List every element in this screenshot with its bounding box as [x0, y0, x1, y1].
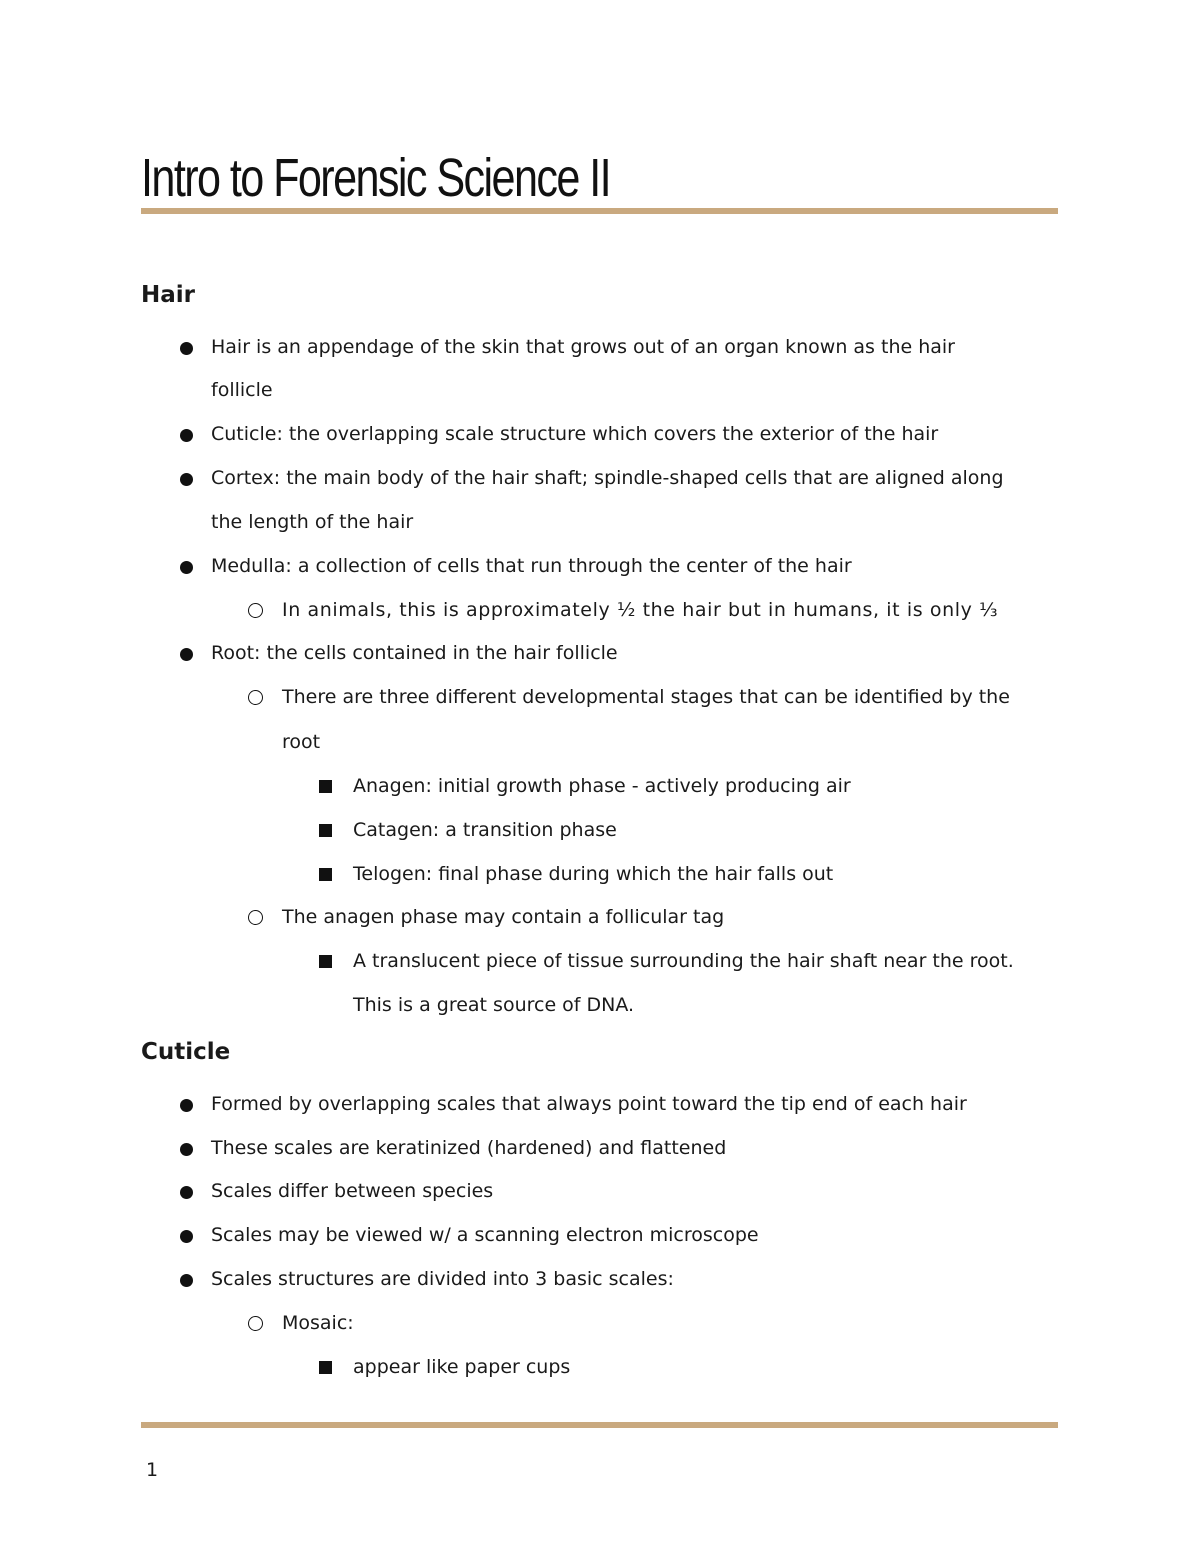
sub-sub-list-item-continuation: This is a great source of DNA.: [353, 994, 635, 1016]
sub-list-item-continuation: root: [282, 731, 321, 753]
bullet-disc-icon: [180, 1143, 193, 1156]
list-item-continuation: the length of the hair: [211, 511, 414, 533]
footer-divider: [141, 1422, 1058, 1428]
bullet-circle-icon: [248, 690, 263, 705]
bullet-disc-icon: [180, 342, 193, 355]
bullet-circle-icon: [248, 1316, 263, 1331]
bullet-disc-icon: [180, 1099, 193, 1112]
section-heading-hair: Hair: [141, 282, 195, 308]
bullet-disc-icon: [180, 648, 193, 661]
bullet-square-icon: [319, 955, 332, 968]
bullet-square-icon: [319, 1361, 332, 1374]
bullet-disc-icon: [180, 429, 193, 442]
bullet-circle-icon: [248, 910, 263, 925]
bullet-square-icon: [319, 824, 332, 837]
bullet-disc-icon: [180, 561, 193, 574]
list-item-continuation: follicle: [211, 379, 273, 401]
bullet-disc-icon: [180, 473, 193, 486]
document-title: Intro to Forensic Science II: [141, 148, 611, 208]
bullet-circle-icon: [248, 603, 263, 618]
page-number: 1: [146, 1459, 159, 1481]
bullet-disc-icon: [180, 1230, 193, 1243]
bullet-disc-icon: [180, 1186, 193, 1199]
bullet-square-icon: [319, 868, 332, 881]
bullet-disc-icon: [180, 1274, 193, 1287]
title-divider: [141, 208, 1058, 214]
section-heading-cuticle: Cuticle: [141, 1039, 231, 1065]
bullet-square-icon: [319, 780, 332, 793]
